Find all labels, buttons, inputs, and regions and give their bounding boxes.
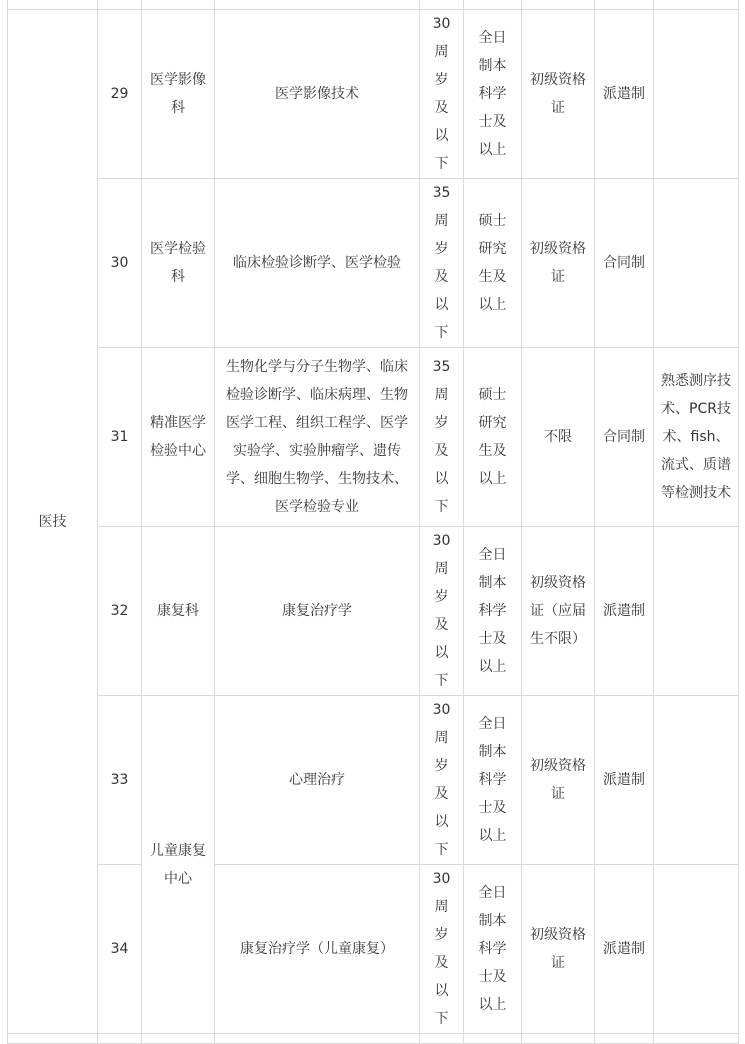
remark <box>654 696 739 865</box>
category-cell: 医技 <box>8 10 98 1034</box>
age-requirement: 35周岁及以下 <box>420 179 464 348</box>
table-row-top-partial <box>8 0 739 10</box>
remark <box>654 10 739 179</box>
education-requirement: 硕士研究生及以上 <box>464 179 522 348</box>
major: 生物化学与分子生物学、临床检验诊断学、临床病理、生物医学工程、组织工程学、医学实验学、实验肿瘤学、遗传学、细胞生物学、生物技术、医学检验专业 <box>215 348 420 527</box>
employment-form: 合同制 <box>595 348 654 527</box>
department: 康复科 <box>142 527 215 696</box>
position-number: 33 <box>98 696 142 865</box>
employment-form: 派遣制 <box>595 527 654 696</box>
major: 康复治疗学（儿童康复） <box>215 865 420 1034</box>
employment-form: 派遣制 <box>595 696 654 865</box>
title-requirement: 不限 <box>522 348 595 527</box>
remark <box>654 865 739 1034</box>
table-row <box>8 179 739 348</box>
major: 临床检验诊断学、医学检验 <box>215 179 420 348</box>
department: 儿童康复中心 <box>142 696 215 1034</box>
department: 精准医学检验中心 <box>142 348 215 527</box>
title-requirement: 初级资格证 <box>522 865 595 1034</box>
table-row <box>8 527 739 696</box>
table-row <box>8 10 739 179</box>
position-number: 32 <box>98 527 142 696</box>
table-row-bottom-partial <box>8 1034 739 1044</box>
recruitment-table <box>7 0 739 1044</box>
position-number: 31 <box>98 348 142 527</box>
education-requirement: 全日制本科学士及以上 <box>464 865 522 1034</box>
employment-form: 派遣制 <box>595 865 654 1034</box>
department: 医学影像科 <box>142 10 215 179</box>
remark: 熟悉测序技术、PCR技术、fish、流式、质谱等检测技术 <box>654 348 739 527</box>
age-requirement: 30周岁及以下 <box>420 527 464 696</box>
position-number: 34 <box>98 865 142 1034</box>
table-row <box>8 865 739 1034</box>
title-requirement: 初级资格证 <box>522 179 595 348</box>
table-row <box>8 696 739 865</box>
age-requirement: 35周岁及以下 <box>420 348 464 527</box>
remark <box>654 527 739 696</box>
education-requirement: 全日制本科学士及以上 <box>464 10 522 179</box>
remark <box>654 179 739 348</box>
education-requirement: 硕士研究生及以上 <box>464 348 522 527</box>
position-number: 30 <box>98 179 142 348</box>
age-requirement: 30周岁及以下 <box>420 10 464 179</box>
title-requirement: 初级资格证 <box>522 10 595 179</box>
major: 康复治疗学 <box>215 527 420 696</box>
employment-form: 派遣制 <box>595 10 654 179</box>
title-requirement: 初级资格证 <box>522 696 595 865</box>
position-number: 29 <box>98 10 142 179</box>
major: 心理治疗 <box>215 696 420 865</box>
education-requirement: 全日制本科学士及以上 <box>464 527 522 696</box>
employment-form: 合同制 <box>595 179 654 348</box>
title-requirement: 初级资格证（应届生不限） <box>522 527 595 696</box>
education-requirement: 全日制本科学士及以上 <box>464 696 522 865</box>
category-cell-top <box>8 0 98 10</box>
age-requirement: 30周岁及以下 <box>420 865 464 1034</box>
table-row <box>8 348 739 527</box>
department: 医学检验科 <box>142 179 215 348</box>
major: 医学影像技术 <box>215 10 420 179</box>
age-requirement: 30周岁及以下 <box>420 696 464 865</box>
